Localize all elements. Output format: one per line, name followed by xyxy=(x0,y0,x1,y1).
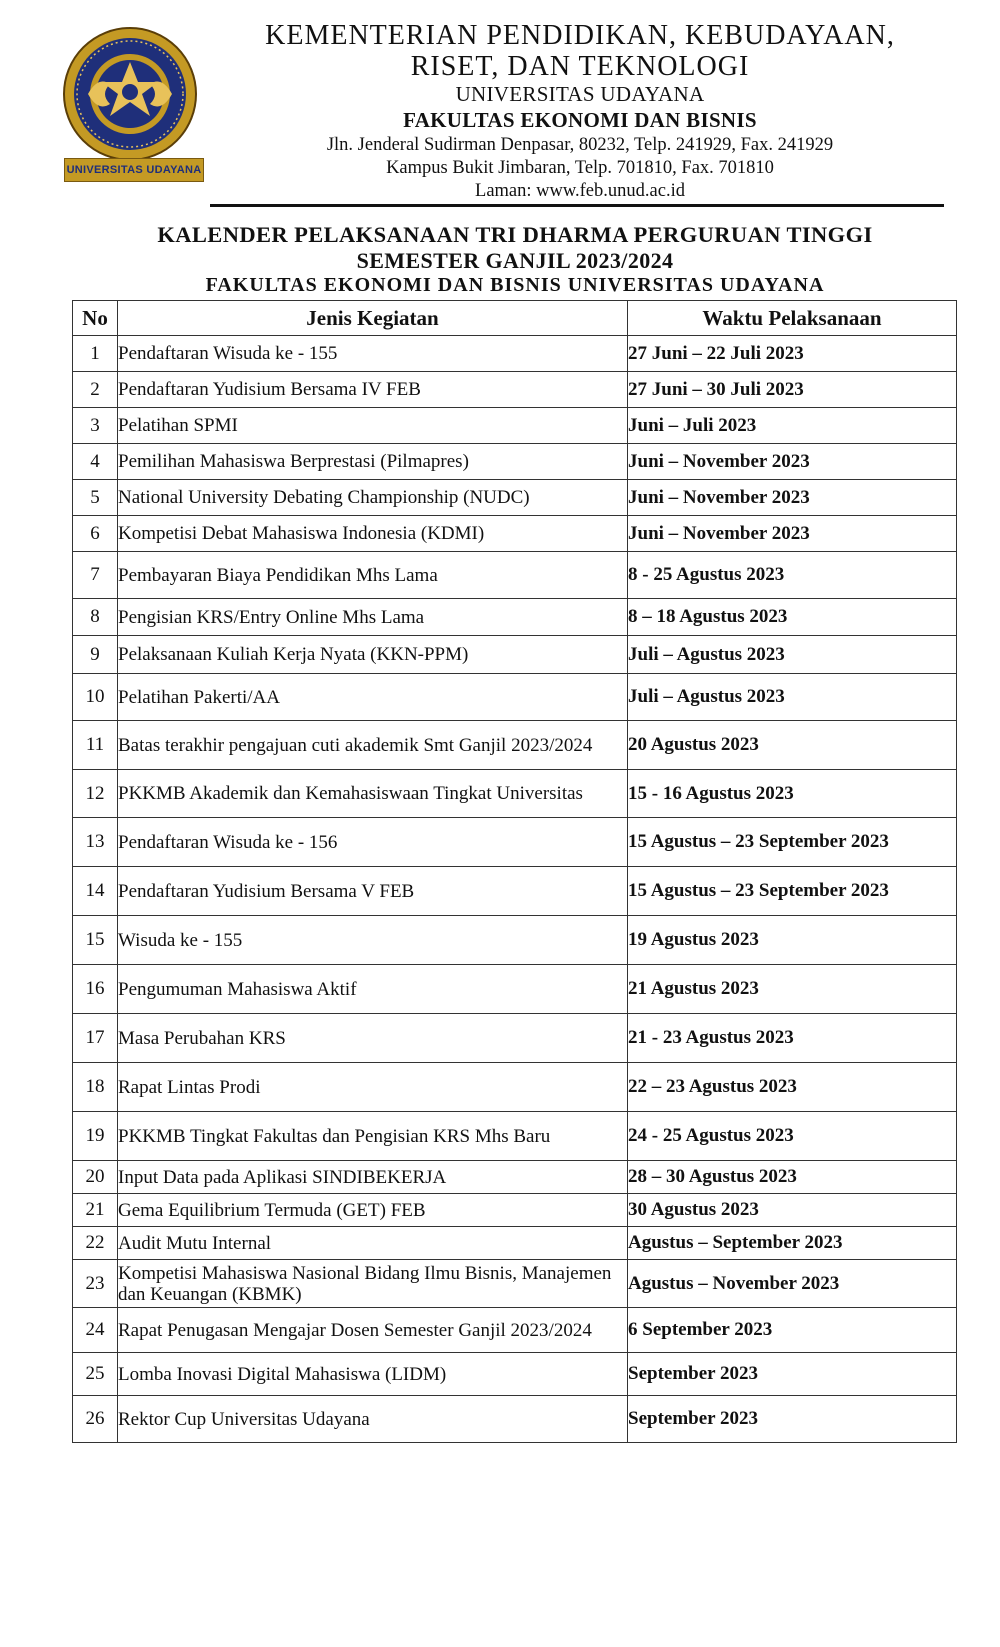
row-activity: Kompetisi Debat Mahasiswa Indonesia (KDMI) xyxy=(118,516,628,552)
row-time: 20 Agustus 2023 xyxy=(628,721,957,770)
udayana-seal-icon xyxy=(58,24,208,164)
row-number: 19 xyxy=(73,1112,118,1161)
row-number: 12 xyxy=(73,770,118,818)
row-time: 15 Agustus – 23 September 2023 xyxy=(628,867,957,916)
address: Jln. Jenderal Sudirman Denpasar, 80232, Telp. 241929, Fax. 241929 xyxy=(326,135,834,155)
table-row xyxy=(73,1227,957,1260)
row-time: Juni – Juli 2023 xyxy=(628,408,957,444)
table-row xyxy=(73,965,957,1014)
campus-address: Kampus Bukit Jimbaran, Telp. 701810, Fax. 701810 xyxy=(386,158,774,178)
row-time: Juni – November 2023 xyxy=(628,444,957,480)
row-number: 5 xyxy=(73,480,118,516)
document-subtitle-semester: SEMESTER GANJIL 2023/2024 xyxy=(356,248,674,273)
table-row xyxy=(73,1353,957,1396)
row-activity: Audit Mutu Internal xyxy=(118,1227,628,1260)
table-row xyxy=(73,336,957,372)
header-no: No xyxy=(73,301,118,336)
university-name: UNIVERSITAS UDAYANA xyxy=(455,82,705,106)
row-time: September 2023 xyxy=(628,1396,957,1443)
row-number: 23 xyxy=(73,1260,118,1308)
table-row xyxy=(73,599,957,636)
row-activity: Pendaftaran Wisuda ke - 156 xyxy=(118,818,628,867)
table-row xyxy=(73,1194,957,1227)
table-row xyxy=(73,1112,957,1161)
row-number: 4 xyxy=(73,444,118,480)
document-subtitle-faculty: FAKULTAS EKONOMI DAN BISNIS UNIVERSITAS UDAYANA xyxy=(205,274,825,296)
row-activity: Pembayaran Biaya Pendidikan Mhs Lama xyxy=(118,552,628,599)
row-activity: Masa Perubahan KRS xyxy=(118,1014,628,1063)
row-activity: PKKMB Tingkat Fakultas dan Pengisian KRS Mhs Baru xyxy=(118,1112,628,1161)
row-time: 30 Agustus 2023 xyxy=(628,1194,957,1227)
row-number: 26 xyxy=(73,1396,118,1443)
row-activity: Batas terakhir pengajuan cuti akademik Smt Ganjil 2023/2024 xyxy=(118,721,628,770)
row-number: 7 xyxy=(73,552,118,599)
row-activity: Input Data pada Aplikasi SINDIBEKERJA xyxy=(118,1161,628,1194)
row-time: Agustus – November 2023 xyxy=(628,1260,957,1308)
row-time: Juni – November 2023 xyxy=(628,516,957,552)
row-activity: National University Debating Championship (NUDC) xyxy=(118,480,628,516)
row-time: Juli – Agustus 2023 xyxy=(628,636,957,674)
row-number: 3 xyxy=(73,408,118,444)
table-row xyxy=(73,1063,957,1112)
row-activity: Pengisian KRS/Entry Online Mhs Lama xyxy=(118,599,628,636)
table-header-row xyxy=(73,301,957,336)
row-activity: Pengumuman Mahasiswa Aktif xyxy=(118,965,628,1014)
row-number: 13 xyxy=(73,818,118,867)
row-time: 28 – 30 Agustus 2023 xyxy=(628,1161,957,1194)
table-row xyxy=(73,721,957,770)
table-row xyxy=(73,1161,957,1194)
row-activity: Rektor Cup Universitas Udayana xyxy=(118,1396,628,1443)
row-activity: Pendaftaran Yudisium Bersama V FEB xyxy=(118,867,628,916)
website: Laman: www.feb.unud.ac.id xyxy=(475,181,685,201)
row-number: 9 xyxy=(73,636,118,674)
row-number: 25 xyxy=(73,1353,118,1396)
row-activity: Rapat Lintas Prodi xyxy=(118,1063,628,1112)
header-activity: Jenis Kegiatan xyxy=(118,301,628,336)
row-number: 1 xyxy=(73,336,118,372)
row-time: 19 Agustus 2023 xyxy=(628,916,957,965)
row-number: 11 xyxy=(73,721,118,770)
row-activity: Pemilihan Mahasiswa Berprestasi (Pilmapres) xyxy=(118,444,628,480)
row-time: 8 - 25 Agustus 2023 xyxy=(628,552,957,599)
row-time: September 2023 xyxy=(628,1353,957,1396)
faculty-name: FAKULTAS EKONOMI DAN BISNIS xyxy=(403,108,757,132)
row-activity: Lomba Inovasi Digital Mahasiswa (LIDM) xyxy=(118,1353,628,1396)
row-activity: Rapat Penugasan Mengajar Dosen Semester Ganjil 2023/2024 xyxy=(118,1308,628,1353)
table-row xyxy=(73,516,957,552)
row-activity: Gema Equilibrium Termuda (GET) FEB xyxy=(118,1194,628,1227)
header-time: Waktu Pelaksanaan xyxy=(628,301,957,336)
table-row xyxy=(73,916,957,965)
row-time: 27 Juni – 22 Juli 2023 xyxy=(628,336,957,372)
logo-banner: UNIVERSITAS UDAYANA xyxy=(64,158,204,182)
table-row xyxy=(73,480,957,516)
row-number: 10 xyxy=(73,674,118,721)
row-number: 18 xyxy=(73,1063,118,1112)
row-number: 22 xyxy=(73,1227,118,1260)
row-number: 17 xyxy=(73,1014,118,1063)
row-activity: Pelaksanaan Kuliah Kerja Nyata (KKN-PPM) xyxy=(118,636,628,674)
row-time: 24 - 25 Agustus 2023 xyxy=(628,1112,957,1161)
document-title: KALENDER PELAKSANAAN TRI DHARMA PERGURUAN TINGGI xyxy=(157,222,873,247)
row-number: 6 xyxy=(73,516,118,552)
row-time: 15 - 16 Agustus 2023 xyxy=(628,770,957,818)
row-time: 27 Juni – 30 Juli 2023 xyxy=(628,372,957,408)
row-time: Juli – Agustus 2023 xyxy=(628,674,957,721)
row-number: 24 xyxy=(73,1308,118,1353)
letterhead-divider xyxy=(210,204,944,207)
row-number: 16 xyxy=(73,965,118,1014)
row-time: 21 - 23 Agustus 2023 xyxy=(628,1014,957,1063)
table-row xyxy=(73,867,957,916)
row-number: 20 xyxy=(73,1161,118,1194)
row-time: Agustus – September 2023 xyxy=(628,1227,957,1260)
row-number: 2 xyxy=(73,372,118,408)
ministry-name-line1: KEMENTERIAN PENDIDIKAN, KEBUDAYAAN, xyxy=(265,20,895,51)
table-row xyxy=(73,372,957,408)
row-activity: Pendaftaran Yudisium Bersama IV FEB xyxy=(118,372,628,408)
table-row xyxy=(73,408,957,444)
row-activity: Wisuda ke - 155 xyxy=(118,916,628,965)
table-row xyxy=(73,1260,957,1308)
row-number: 15 xyxy=(73,916,118,965)
table-row xyxy=(73,1396,957,1443)
table-row xyxy=(73,674,957,721)
table-row xyxy=(73,1014,957,1063)
row-activity: PKKMB Akademik dan Kemahasiswaan Tingkat Universitas xyxy=(118,770,628,818)
row-time: Juni – November 2023 xyxy=(628,480,957,516)
row-activity: Pendaftaran Wisuda ke - 155 xyxy=(118,336,628,372)
row-time: 6 September 2023 xyxy=(628,1308,957,1353)
row-number: 14 xyxy=(73,867,118,916)
row-time: 22 – 23 Agustus 2023 xyxy=(628,1063,957,1112)
calendar-table xyxy=(72,300,957,1443)
table-row xyxy=(73,818,957,867)
row-activity: Pelatihan SPMI xyxy=(118,408,628,444)
table-row xyxy=(73,1308,957,1353)
table-row xyxy=(73,636,957,674)
row-time: 15 Agustus – 23 September 2023 xyxy=(628,818,957,867)
table-row xyxy=(73,552,957,599)
row-activity: Pelatihan Pakerti/AA xyxy=(118,674,628,721)
row-activity: Kompetisi Mahasiswa Nasional Bidang Ilmu Bisnis, Manajemen dan Keuangan (KBMK) xyxy=(118,1260,628,1308)
table-row xyxy=(73,444,957,480)
university-logo xyxy=(58,24,208,184)
row-time: 8 – 18 Agustus 2023 xyxy=(628,599,957,636)
row-number: 21 xyxy=(73,1194,118,1227)
row-number: 8 xyxy=(73,599,118,636)
ministry-name-line2: RISET, DAN TEKNOLOGI xyxy=(410,51,750,82)
row-time: 21 Agustus 2023 xyxy=(628,965,957,1014)
table-row xyxy=(73,770,957,818)
